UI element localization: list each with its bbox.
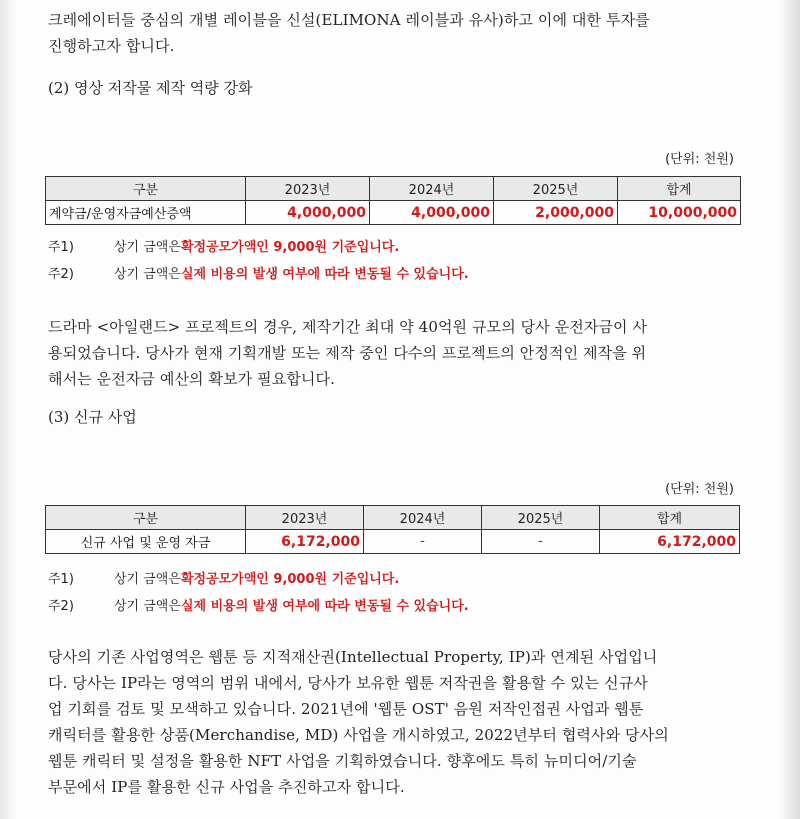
table-row bbox=[46, 530, 740, 554]
body-line: 드라마 <아일랜드> 프로젝트의 경우, 제작기간 최대 약 40억원 규모의 당사 운전자금이 사 bbox=[48, 318, 648, 336]
note-prefix: 상기 금액은 bbox=[114, 267, 181, 282]
table-header-row bbox=[46, 177, 741, 201]
note-highlight: 확정공모가액인 9,000원 기준입니다. bbox=[180, 240, 400, 255]
section-2-table bbox=[45, 176, 741, 225]
section-3-table bbox=[45, 505, 740, 554]
note-marker: 주2) bbox=[48, 267, 74, 282]
table-header-row bbox=[46, 506, 740, 530]
body-line: 캐릭터를 활용한 상품(Merchandise, MD) 사업을 개시하였고, 2022년부터 협력사와 당사의 bbox=[48, 726, 669, 744]
section-3-note-1 bbox=[48, 568, 399, 587]
body-line: 당사의 기존 사업영역은 웹툰 등 지적재산권(Intellectual Property, IP)과 연계된 사업입니 bbox=[48, 648, 658, 666]
body-line: 용되었습니다. 당사가 현재 기획개발 또는 제작 중인 다수의 프로젝트의 안정적인 제작을 위 bbox=[48, 344, 647, 362]
section-2-body bbox=[48, 314, 742, 392]
table-header-cell: 합계 bbox=[618, 177, 741, 201]
table-cell-label: 신규 사업 및 운영 자금 bbox=[46, 530, 246, 554]
note-highlight: 실제 비용의 발생 여부에 따라 변동될 수 있습니다. bbox=[180, 599, 469, 614]
note-marker: 주1) bbox=[48, 572, 74, 587]
page-edge-right bbox=[778, 0, 800, 819]
table-header-cell: 합계 bbox=[600, 506, 740, 530]
table-header-cell: 2025년 bbox=[494, 177, 618, 201]
intro-paragraph bbox=[48, 7, 742, 59]
note-highlight: 실제 비용의 발생 여부에 따라 변동될 수 있습니다. bbox=[180, 267, 469, 282]
body-line: 해서는 운전자금 예산의 확보가 필요합니다. bbox=[48, 370, 335, 388]
section-3-note-2 bbox=[48, 595, 469, 614]
note-highlight: 확정공모가액인 9,000원 기준입니다. bbox=[180, 572, 400, 587]
table-cell-label: 계약금/운영자금예산증액 bbox=[46, 201, 246, 225]
body-line: 다. 당사는 IP라는 영역의 범위 내에서, 당사가 보유한 웹툰 저작권을 활용할 수 있는 신규사 bbox=[48, 674, 648, 692]
table-cell-2025: - bbox=[482, 530, 600, 554]
table-header-cell: 구분 bbox=[46, 506, 246, 530]
intro-line-2: 진행하고자 합니다. bbox=[48, 37, 175, 55]
table-header-cell: 2025년 bbox=[482, 506, 600, 530]
note-marker: 주1) bbox=[48, 240, 74, 255]
table-cell-2024: - bbox=[364, 530, 482, 554]
note-prefix: 상기 금액은 bbox=[114, 599, 181, 614]
section-2-heading: (2) 영상 저작물 제작 역량 강화 bbox=[48, 79, 253, 97]
table-cell-2023: 6,172,000 bbox=[246, 530, 364, 554]
table-header-cell: 2024년 bbox=[364, 506, 482, 530]
table-cell-2023: 4,000,000 bbox=[246, 201, 370, 225]
section-3-unit: (단위: 천원) bbox=[665, 482, 734, 497]
section-2-note-2 bbox=[48, 263, 469, 282]
table-cell-total: 10,000,000 bbox=[618, 201, 741, 225]
page-edge-left bbox=[0, 0, 16, 819]
note-marker: 주2) bbox=[48, 599, 74, 614]
body-line: 업 기회를 검토 및 모색하고 있습니다. 2021년에 '웹툰 OST' 음원 저작인접권 사업과 웹툰 bbox=[48, 700, 644, 718]
table-header-cell: 2024년 bbox=[370, 177, 494, 201]
table-header-cell: 2023년 bbox=[246, 506, 364, 530]
section-3-heading: (3) 신규 사업 bbox=[48, 408, 137, 426]
note-prefix: 상기 금액은 bbox=[114, 240, 181, 255]
section-2-unit: (단위: 천원) bbox=[665, 152, 734, 167]
table-cell-total: 6,172,000 bbox=[600, 530, 740, 554]
body-line: 웹툰 캐릭터 및 설정을 활용한 NFT 사업을 기획하였습니다. 향후에도 특히 뉴미디어/기술 bbox=[48, 752, 637, 770]
table-cell-2024: 4,000,000 bbox=[370, 201, 494, 225]
section-2-note-1 bbox=[48, 236, 399, 255]
intro-line-1: 크레에이터들 중심의 개별 레이블을 신설(ELIMONA 레이블과 유사)하고 이에 대한 투자를 bbox=[48, 11, 650, 29]
section-3-body bbox=[48, 644, 742, 800]
note-prefix: 상기 금액은 bbox=[114, 572, 181, 587]
body-line: 부문에서 IP를 활용한 신규 사업을 추진하고자 합니다. bbox=[48, 778, 405, 796]
table-cell-2025: 2,000,000 bbox=[494, 201, 618, 225]
table-header-cell: 구분 bbox=[46, 177, 246, 201]
table-header-cell: 2023년 bbox=[246, 177, 370, 201]
table-row bbox=[46, 201, 741, 225]
